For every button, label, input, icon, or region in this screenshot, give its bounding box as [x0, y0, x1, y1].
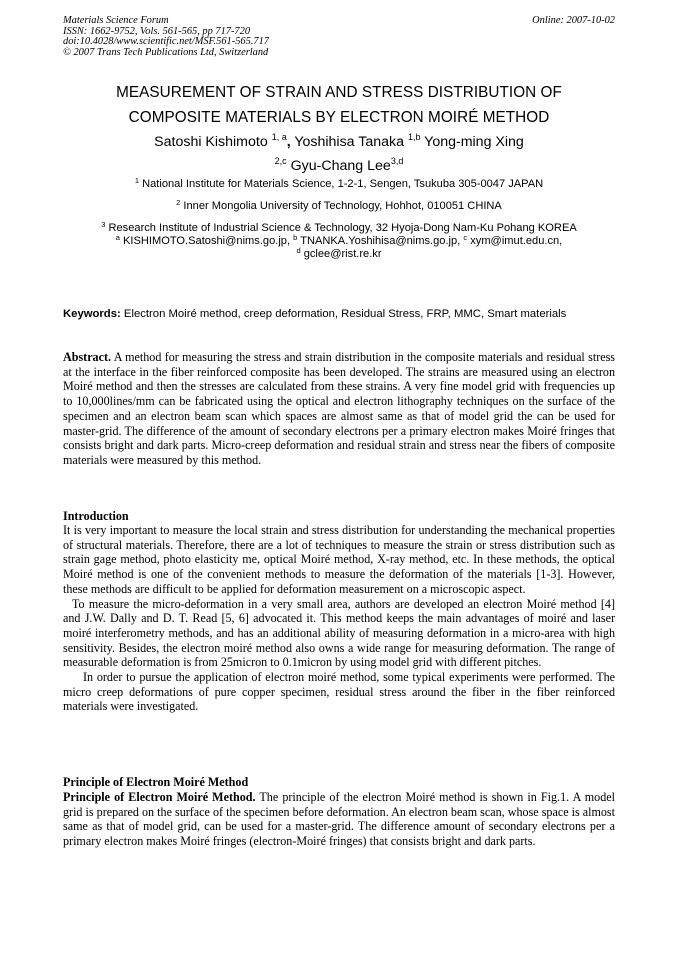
principle-text: The principle of the electron Moiré method is shown in Fig.1. A model grid is prepared on the surface of the specimen before deformation. An electron beam scan, whose space is almost same as that of model grid, can be used for a master-grid. The difference amount of secondary electrons per a primary electron makes Moiré fringes (electron-Moiré fringes) that consists bright and dark parts. [63, 790, 615, 849]
email-mark: b [293, 233, 298, 242]
email-address: xym@imut.edu.cn, [470, 235, 563, 247]
paragraph: To measure the micro-deformation in a very small area, authors are developed an electron Moiré method [4] and J.W. Dally and D. T. Read [5, 6] advocated it. This method keeps the main advantages of moiré and laser moiré interferometry methods, and has an additional ability of measuring deformation in a micro-area with high sensitivity. Besides, the electron moiré method also owns a wide range for measuring deformation. The range of measurable deformation is from 25micron to 0.1micron by using model grid with different pitches. [63, 596, 615, 670]
author-list [63, 130, 615, 178]
email-line-2 [63, 248, 615, 261]
author-separator: , [286, 134, 291, 150]
journal-header [63, 16, 615, 58]
introduction-heading: Introduction [63, 509, 129, 523]
affiliation-1 [63, 178, 615, 191]
affil-mark: 2 [176, 198, 181, 207]
paragraph: It is very important to measure the local strain and stress distribution for understanding the mechanical properties of structural materials. Therefore, there are a lot of techniques to measure the strain or stress distribution such as strain gage method, photo elasticity me, optical Moiré method, X-ray method, etc. In these methods, the optical Moiré method is one of the convenient methods to measure the deformation of the materials [1-3]. However, these methods are difficult to be applied for deformation measurement on a microscopic aspect. [63, 523, 615, 596]
abstract-section [63, 350, 615, 468]
email-address: TNANKA.Yoshihisa@nims.go.jp, [300, 235, 461, 247]
author-affil-mark: 3,d [390, 156, 404, 166]
email-address: KISHIMOTO.Satoshi@nims.go.jp, [123, 235, 291, 247]
author-line-1 [63, 130, 615, 154]
abstract-label: Abstract. [63, 350, 112, 364]
affiliation-2 [63, 200, 615, 213]
affiliation-3 [63, 222, 615, 235]
email-address: gclee@rist.re.kr [303, 248, 382, 260]
email-mark: d [296, 246, 301, 255]
keywords-label: Keywords: [63, 308, 121, 320]
affil-text: National Institute for Materials Science, 1-2-1, Sengen, Tsukuba 305-0047 JAPAN [142, 178, 544, 190]
affil-text: Research Institute of Industrial Science & Technology, 32 Hyoja-Dong Nam-Ku Pohang KOREA [108, 222, 577, 234]
title-line-1: MEASUREMENT OF STRAIN AND STRESS DISTRIBUTION OF [116, 84, 562, 101]
affil-text: Inner Mongolia University of Technology, Hohhot, 010051 CHINA [183, 200, 502, 212]
paper-title [63, 80, 615, 130]
email-mark: a [115, 233, 120, 242]
email-mark: c [463, 233, 468, 242]
issn-line: ISSN: 1662-9752, Vols. 561-565, pp 717-720 [63, 25, 251, 37]
affil-mark: 3 [101, 220, 106, 229]
affiliations [63, 178, 615, 261]
affil-mark: 1 [134, 176, 140, 185]
principle-section [63, 790, 615, 849]
author-name: Yong-ming Xing [424, 134, 524, 150]
abstract-text: A method for measuring the stress and strain distribution in the composite materials and residual stress at the interface in the fiber reinforced composite has been developed. The strains are measured using an electron Moiré method and then the stresses are calculated from these strains. A very fine model grid with frequencies up to 10,000lines/mm can be fabricated using the optical and electron lithography techniques on the surface of the specimen and an electron beam scan which spaces are almost same as that of model grid the can be used for master-grid. The difference of the amount of secondary electrons per a primary electron makes Moiré fringes that consists bright and dark parts. Micro-creep deformation and residual strain and stress near the fibers of composite materials were measured by this method. [63, 350, 615, 467]
paragraph: In order to pursue the application of electron moiré method, some typical experiments were performed. The micro creep deformations of pure copper specimen, residual stress around the fiber in the fiber reinforced materials were investigated. [63, 670, 615, 714]
author-affil-mark: 1, a [271, 132, 287, 142]
principle-heading: Principle of Electron Moiré Method [63, 775, 249, 789]
principle-run-in-label: Principle of Electron Moiré Method. [63, 790, 256, 804]
author-line-2 [63, 154, 615, 178]
author-affil-mark: 1,b [407, 132, 421, 142]
keywords-text: Electron Moiré method, creep deformation, Residual Stress, FRP, MMC, Smart materials [123, 308, 567, 320]
author-affil-mark: 2,c [274, 156, 287, 166]
title-line-2: COMPOSITE MATERIALS BY ELECTRON MOIRÉ METHOD [128, 109, 550, 126]
introduction-section [63, 523, 615, 714]
author-name: Yoshihisa Tanaka [294, 134, 404, 150]
author-name: Satoshi Kishimoto [154, 134, 268, 150]
email-line-1 [63, 235, 615, 248]
keywords-section [63, 307, 615, 322]
copyright-line: © 2007 Trans Tech Publications Ltd, Switzerland [63, 46, 269, 58]
online-date: Online: 2007-10-02 [532, 15, 615, 26]
journal-name: Materials Science Forum [63, 15, 169, 26]
doi-line: doi:10.4028/www.scientific.net/MSF.561-565.717 [63, 36, 269, 48]
author-name: Gyu-Chang Lee [290, 158, 391, 174]
